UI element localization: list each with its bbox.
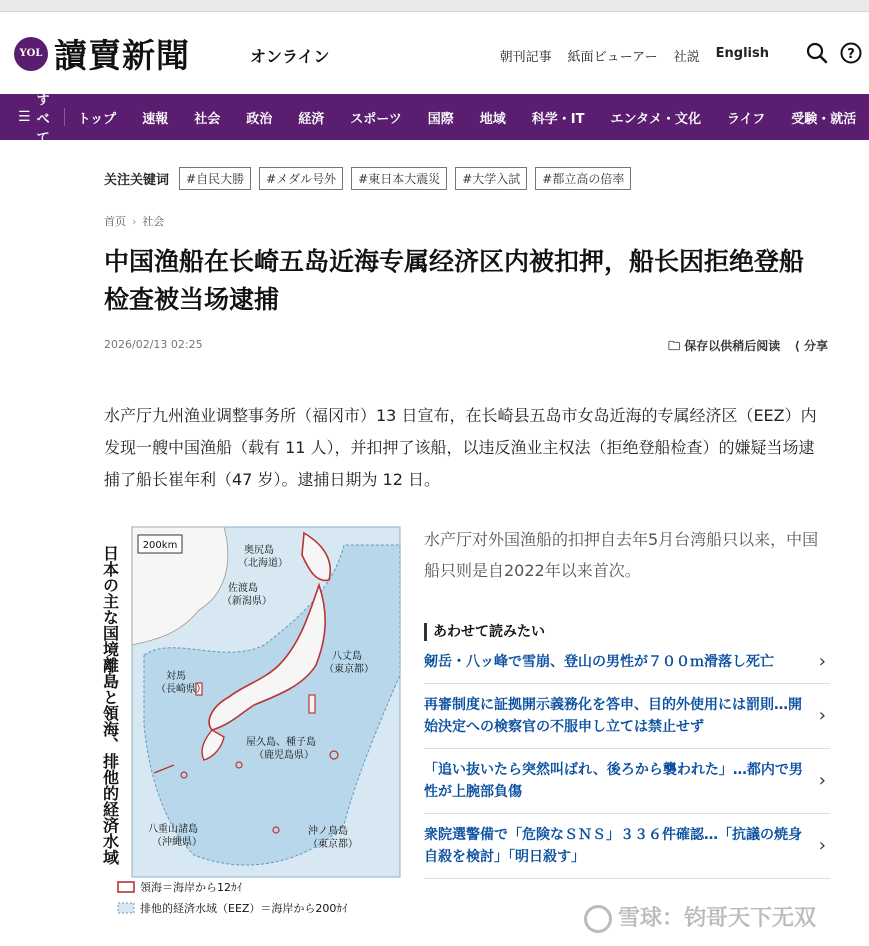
related-item[interactable] bbox=[424, 684, 830, 749]
nav-item-breaking[interactable]: 速報 bbox=[142, 111, 169, 127]
nav-item-international[interactable]: 国際 bbox=[427, 111, 454, 127]
map-label-yakushima: 屋久島、種子島 bbox=[246, 737, 316, 748]
keyword-tag[interactable]: #東日本大震災 bbox=[351, 167, 447, 190]
map-label-sado-sub: （新潟県） bbox=[222, 596, 272, 607]
link-paper-viewer[interactable]: 紙面ビューアー bbox=[567, 50, 658, 65]
related-item-title: 衆院選警備で「危険なＳＮＳ」３３６件確認…「抗議の焼身自殺を検討」「明日殺す」 bbox=[424, 827, 802, 865]
map-label-tsushima: 対馬 bbox=[166, 671, 186, 682]
side-paragraph: 水产厅对外国渔船的扣押自去年5月台湾船只以来，中国船只则是自2022年以来首次。 bbox=[424, 530, 819, 580]
keyword-tag[interactable]: #メダル号外 bbox=[259, 167, 343, 190]
map-label-okushiri: 奥尻島 bbox=[244, 545, 274, 556]
map-label-tsushima-sub: （長崎県） bbox=[156, 684, 206, 695]
map-label-sado: 佐渡島 bbox=[228, 583, 258, 594]
breadcrumb bbox=[104, 213, 164, 229]
browser-top-strip bbox=[0, 0, 869, 12]
related-item[interactable] bbox=[424, 814, 830, 879]
share-button[interactable] bbox=[794, 337, 828, 358]
keyword-tag[interactable]: #都立高の倍率 bbox=[535, 167, 631, 190]
watermark-text: 雪球：钧哥天下无双 bbox=[618, 906, 817, 931]
svg-text:?: ? bbox=[847, 47, 855, 62]
breadcrumb-society[interactable]: 社会 bbox=[142, 215, 165, 228]
article-meta bbox=[104, 338, 828, 351]
nav-item-society[interactable]: 社会 bbox=[194, 111, 221, 127]
related-item-title: 再審制度に証拠開示義務化を答申、目的外使用には罰則…開始決定への検察官の不服申し立ては禁止せず bbox=[424, 697, 802, 735]
site-header bbox=[0, 12, 869, 94]
related-item[interactable] bbox=[424, 641, 830, 684]
nav-item-economy[interactable]: 経済 bbox=[298, 111, 325, 127]
keyword-bar bbox=[104, 167, 639, 190]
nav-item-politics[interactable]: 政治 bbox=[246, 111, 273, 127]
related-item-title: 「追い抜いたら突然叫ばれ、後ろから襲われた」…都内で男性が上腕部負傷 bbox=[424, 762, 803, 800]
map-label-yaeyama-sub: （沖縄県） bbox=[152, 837, 202, 848]
header-links bbox=[500, 46, 769, 65]
related-heading: あわせて読みたい bbox=[424, 623, 830, 641]
menu-icon: ☰ bbox=[18, 109, 31, 125]
site-logo-sub: オンライン bbox=[250, 47, 330, 66]
article-date: 2026/02/13 02:25 bbox=[104, 338, 203, 351]
eez-map-image bbox=[100, 525, 404, 925]
related-item-title: 剱岳・八ッ峰で雪崩、登山の男性が７００ｍ滑落し死亡 bbox=[424, 654, 774, 670]
nav-item-sports[interactable]: スポーツ bbox=[350, 111, 402, 127]
link-english[interactable]: English bbox=[715, 46, 769, 61]
chevron-right-icon: › bbox=[818, 770, 826, 791]
related-articles bbox=[424, 623, 830, 879]
related-item[interactable] bbox=[424, 749, 830, 814]
map-legend-eez: 排他的経済水域（EEZ）＝海岸から200ｶｲ bbox=[140, 902, 348, 915]
keyword-tag[interactable]: #大学入試 bbox=[455, 167, 527, 190]
nav-item-top[interactable]: トップ bbox=[77, 111, 117, 127]
link-editorial[interactable]: 社説 bbox=[673, 50, 700, 65]
breadcrumb-home[interactable]: 首页 bbox=[104, 215, 126, 228]
nav-all[interactable] bbox=[0, 92, 65, 146]
article-title: 中国渔船在长崎五岛近海专属经济区内被扣押，船长因拒绝登船检查被当场逮捕 bbox=[104, 247, 805, 314]
map-label-yakushima-sub: （鹿児島県） bbox=[254, 750, 314, 761]
save-later-label: 保存以供稍后阅读 bbox=[684, 339, 781, 353]
nav-item-life[interactable]: ライフ bbox=[726, 111, 766, 127]
nav-item-local[interactable]: 地域 bbox=[479, 111, 506, 127]
map-legend-territorial: 領海＝海岸から12ｶｲ bbox=[140, 881, 242, 894]
map-label-okushiri-sub: （北海道） bbox=[238, 558, 288, 569]
help-icon[interactable] bbox=[840, 42, 862, 64]
article-body: 水产厅九州渔业调整事务所（福冈市）13 日宣布，在长崎县五岛市女岛近海的专属经济区（EEZ）内发现一艘中国渔船（载有 11 人），并扣押了该船，以违反渔业主权法（拒绝登船检查）的嫌疑当场逮捕了船长崔年利（47 岁）。逮捕日期为 12 日。 bbox=[104, 406, 817, 489]
breadcrumb-chevron-icon: › bbox=[132, 215, 137, 228]
nav-item-entertainment[interactable]: エンタメ・文化 bbox=[610, 111, 701, 127]
map-scale: 200km bbox=[142, 540, 178, 551]
xueqiu-watermark bbox=[584, 901, 816, 933]
chevron-right-icon: › bbox=[818, 651, 826, 672]
map-label-hachijo-sub: （東京都） bbox=[324, 664, 374, 675]
yol-logo[interactable]: YOL bbox=[14, 37, 48, 71]
keyword-label: 关注关键词 bbox=[104, 173, 170, 188]
map-label-okinotori: 沖ノ鳥島 bbox=[308, 826, 348, 837]
map-label-okinotori-sub: （東京都） bbox=[308, 839, 358, 850]
main-nav bbox=[0, 92, 869, 146]
nav-item-science[interactable]: 科学・IT bbox=[531, 111, 585, 127]
share-icon: ⟨ bbox=[794, 339, 804, 353]
chevron-right-icon: › bbox=[818, 705, 826, 726]
link-morning-paper[interactable]: 朝刊記事 bbox=[499, 50, 552, 65]
save-later-button[interactable] bbox=[668, 337, 780, 358]
map-label-yaeyama: 八重山諸島 bbox=[148, 824, 198, 835]
map-vertical-title: 日本の主な国境離島と領海、排他的経済水域 bbox=[100, 545, 120, 865]
nav-all-label: すべて bbox=[36, 92, 50, 146]
chevron-right-icon: › bbox=[818, 835, 826, 856]
share-label: 分享 bbox=[803, 339, 828, 353]
map-label-hachijo: 八丈島 bbox=[332, 651, 362, 662]
site-logo-text[interactable]: 讀賣新聞 bbox=[54, 36, 190, 75]
watermark-logo-icon bbox=[584, 905, 612, 933]
nav-item-exam[interactable]: 受験・就活 bbox=[791, 111, 857, 127]
keyword-tag[interactable]: #自民大勝 bbox=[179, 167, 251, 190]
bookmark-icon: 🗀 bbox=[668, 339, 685, 353]
search-icon[interactable] bbox=[806, 42, 828, 64]
